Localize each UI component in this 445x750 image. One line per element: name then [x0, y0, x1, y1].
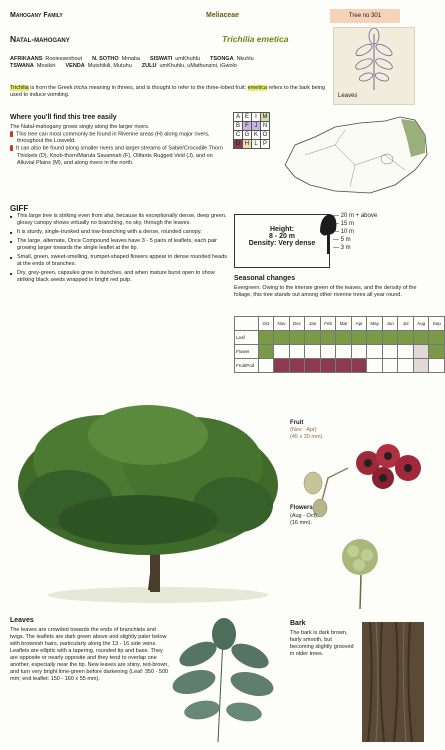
common-name: Natal-mahogany [10, 34, 70, 44]
calendar-cell [367, 345, 383, 359]
family-label: Mahogany Family [10, 12, 63, 19]
where-paragraph-1: This tree can most commonly be found in Riverine areas (H) along major rivers, throughout the Lowveld. [16, 131, 210, 145]
name-value: umKhuhlu [175, 56, 201, 62]
calendar-cell [351, 345, 366, 359]
calendar-cell [274, 345, 290, 359]
name-value: Mosikiri [36, 63, 56, 69]
name-language: AFRIKAANS [10, 56, 43, 62]
month-header: Nov [274, 317, 290, 331]
calendar-cell [413, 359, 429, 373]
seasonal-heading: Seasonal changes [234, 275, 296, 282]
giff-item: ■ It is sturdy, single-trunked and low-branching with a dense, rounded canopy. [10, 229, 232, 236]
name-value: Mmaba [121, 56, 141, 62]
map-pin-icon [10, 131, 13, 137]
grid-cell: J [252, 122, 261, 131]
grid-cell: P [261, 140, 270, 149]
name-language: SISWATI [150, 56, 173, 62]
name-value: Rooiessenhout [45, 56, 83, 62]
height-box [234, 214, 330, 268]
month-header: Jun [382, 317, 398, 331]
calendar-cell [398, 331, 413, 345]
height-scale-tick: — 20 m + above [333, 213, 378, 219]
grid-cell: M [262, 114, 268, 120]
etymology [10, 85, 330, 99]
where-text [10, 124, 228, 167]
giff-item: ■ The large, alternate, Once Compound leaves have 3 - 5 pairs of leaflets, each pair growing larger towards the single leaflet at the tip. [10, 238, 232, 252]
grid-cell: I [252, 113, 261, 122]
calendar-cell [336, 359, 352, 373]
name-value: Nkuhlu [236, 56, 254, 62]
calendar-row-label: Leaf [235, 331, 259, 345]
name-value: Mutshikili, Mutuhu [87, 63, 132, 69]
name-language: TSONGA [210, 56, 234, 62]
height-scale-tick: — 5 m [333, 237, 351, 243]
calendar-cell [429, 359, 445, 373]
calendar-cell [382, 331, 398, 345]
grid-cell: D [234, 140, 243, 149]
scientific-name: Trichilia emetica [222, 34, 289, 44]
calendar-cell [258, 331, 273, 345]
calendar-cell [367, 331, 383, 345]
month-header: May [367, 317, 383, 331]
month-header: Jan [305, 317, 321, 331]
calendar-cell [398, 345, 413, 359]
fruit-size: (45 x 30 mm). [290, 434, 324, 440]
giff-item: ■ Dry, grey-green, capsules grow in bunches, and when mature burst open to show striking black seeds wrapped in bright red pulp. [10, 270, 232, 284]
grid-cell: L [252, 140, 261, 149]
name-language: ZULU [141, 63, 157, 69]
flowers-label: Flowers [290, 505, 313, 511]
giff-item: ■ This large tree is striking even from afar, because its exceptionally dense, deep green, glossy canopy shows virtually no branching, no sky, through the leaves. [10, 213, 232, 227]
calendar-cell [258, 359, 273, 373]
calendar-cell [320, 359, 336, 373]
grid-cell: O [261, 131, 270, 140]
tree-illustration [8, 390, 283, 605]
calendar-cell [274, 331, 290, 345]
height-value: 8 - 20 m [268, 233, 296, 240]
grid-cell: G [243, 131, 252, 140]
name-language: VENDA [65, 63, 85, 69]
where-heading: Where you'll find this tree easily [10, 114, 117, 121]
calendar-cell [429, 331, 445, 345]
seasonal-calendar [234, 316, 445, 373]
month-header: Oct [258, 317, 273, 331]
height-scale-tick: — 3 m [333, 245, 351, 251]
calendar-cell [274, 359, 290, 373]
calendar-cell [382, 345, 398, 359]
calendar-cell [413, 331, 429, 345]
height-scale-tick: — 10 m [333, 229, 355, 235]
month-header: Sep [429, 317, 445, 331]
tree-number-badge: Tree no 301 [330, 9, 400, 23]
leaves-caption: Leaves [338, 93, 358, 99]
etymology-word-greek: tricha [74, 85, 88, 91]
grid-cell: H [243, 140, 252, 149]
grid-cell: B [234, 122, 243, 131]
giff-item: ■ Small, green, sweet-smelling, trumpet-shaped flowers appear in dense rounded heads at the ends of branches. [10, 254, 232, 268]
family-name: Meliaceae [206, 12, 240, 19]
calendar-cell [289, 359, 305, 373]
where-intro: The Natal-mahogany grows singly along the larger rivers. [10, 124, 150, 130]
map-pin-icon [10, 145, 13, 151]
other-names [10, 56, 330, 70]
etymology-text: meaning in threes, and is thought to refer to the three-lobed fruit; [87, 85, 248, 91]
region-grid [233, 112, 270, 149]
calendar-cell [289, 331, 305, 345]
calendar-cell [336, 331, 352, 345]
grid-cell: C [234, 131, 243, 140]
calendar-cell [258, 345, 273, 359]
giff-heading: GIFF [10, 204, 29, 213]
calendar-cell [305, 359, 321, 373]
bark-heading: Bark [290, 620, 306, 627]
calendar-cell [367, 359, 383, 373]
fruit-label: Fruit [290, 420, 304, 426]
calendar-cell [305, 345, 321, 359]
etymology-word-species: emetica [247, 85, 267, 91]
calendar-cell [351, 331, 366, 345]
leaves-text: The leaves are crowded towards the ends of branchlets and twigs. The leaflets are dark green above and slightly paler below with brownish hairs, particularly along the 13 - 16 side veins. Leaflets are elliptic with a tapering, rounded tip and base. They are opposite or nearly opposite and they tend to overlap one another, especially near the tip. New leaves are shiny, red-brown, and turn very bright lime-green before darkening (Leaf: 350 - 500 mm; end leaflet: 150 - 160 x 55 mm). [10, 627, 169, 682]
month-header: Apr [351, 317, 366, 331]
calendar-cell [398, 359, 413, 373]
calendar-row-label: Fruit/Pod [235, 359, 259, 373]
calendar-cell [351, 359, 366, 373]
giff-list [10, 213, 232, 286]
height-scale-tick: — 15 m [333, 221, 355, 227]
month-header: Aug [413, 317, 429, 331]
south-africa-map-icon [275, 115, 435, 195]
seasonal-text: Evergreen. Owing to the intense green of the leaves, and the density of the foliage, this tree stands out among other riverine trees all year round. [234, 285, 417, 298]
bark-text: The bark is dark brown, fairly smooth, but becoming slightly grooved in older trees. [290, 630, 354, 657]
calendar-cell [289, 345, 305, 359]
height-label: Height: [269, 226, 295, 233]
height-scale [333, 212, 377, 252]
name-value: umKhuhlu, uMathunzini, iGwolo [159, 63, 237, 69]
flowers-details [290, 513, 317, 527]
where-paragraph-2: It can also be found along smaller rivers and larger streams of Sabie/Crocodile Thorn Thickets (D), Knob-thorn/Marula Savannah (F), Olifants Rugged Veld (J), and on Alluvial Plains (M), and along rivers in the north. [16, 145, 223, 166]
calendar-cell [305, 331, 321, 345]
grid-cell: A [234, 113, 243, 122]
etymology-word-genus: Trichilia [10, 85, 29, 91]
fruit-period: (Nov - Apr) [290, 427, 317, 433]
calendar-cell [382, 359, 398, 373]
month-header: Dec [289, 317, 305, 331]
month-header: Mar [336, 317, 352, 331]
leaf-sketch-icon [334, 28, 414, 92]
etymology-text: refers to the bark being used to induce vomiting. [10, 85, 326, 98]
density-value: Density: Very dense [248, 240, 316, 247]
leaf-sketch-box [333, 27, 415, 105]
flowers-period: (Aug - Oct) [290, 513, 317, 519]
calendar-cell [320, 331, 336, 345]
grid-cell: N [261, 122, 270, 131]
calendar-row-label: Flower [235, 345, 259, 359]
month-header: Jul [398, 317, 413, 331]
bark-texture-illustration [362, 622, 424, 742]
name-language: N. SOTHO [92, 56, 119, 62]
height-info [235, 226, 329, 247]
grid-cell: F [243, 122, 252, 131]
leaves-heading: Leaves [10, 617, 34, 624]
etymology-text: is from the Greek [28, 85, 74, 91]
month-header: Feb [320, 317, 336, 331]
calendar-cell [413, 345, 429, 359]
leaves-illustration [168, 618, 280, 744]
flowers-size: (16 mm). [290, 520, 312, 526]
flowers-illustration [335, 535, 385, 611]
calendar-cell [429, 345, 445, 359]
grid-cell: K [252, 131, 261, 140]
calendar-cell [336, 345, 352, 359]
grid-cell: E [243, 113, 252, 122]
calendar-cell [320, 345, 336, 359]
name-language: TSWANA [10, 63, 34, 69]
